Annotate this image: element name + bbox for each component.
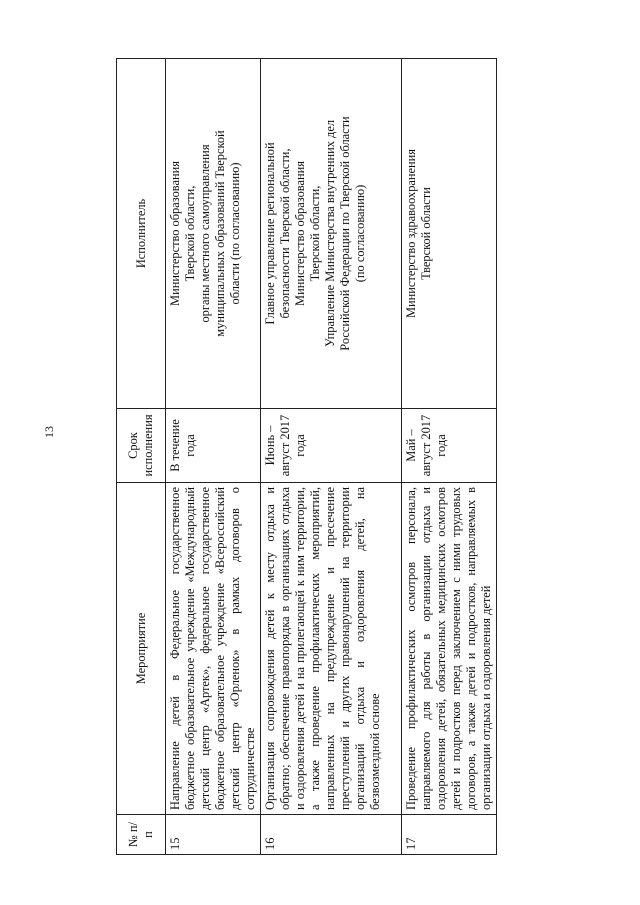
executor-line: органы местного самоуправления xyxy=(198,144,212,323)
executor-cell xyxy=(261,59,402,409)
executor-line: Министерство образования xyxy=(168,161,182,306)
term-cell: Май – август 2017 года xyxy=(402,409,497,483)
event-cell: Организация сопровождения детей к месту отдыха и обратно; обеспечение правопорядка в организациях отдыха и оздоровления детей и на прилегающей к ним территории, а также проведение профилактических мероприятий, направленных на предупреждение и пресечение преступлений и других правонарушений на территории организаций отдыха и оздоровления детей, на безвозмездной основе xyxy=(261,483,402,815)
executor-line: безопасности Тверской области, xyxy=(278,148,292,319)
header-term: Срок исполнения xyxy=(117,409,166,483)
executor-line: Министерство образования xyxy=(293,161,307,306)
executor-cell xyxy=(402,59,497,409)
header-executor: Исполнитель xyxy=(117,59,166,409)
executor-line: Тверской области, xyxy=(308,185,322,282)
row-number: 17 xyxy=(402,815,497,855)
rotated-table-container xyxy=(116,59,493,855)
table-row xyxy=(261,59,402,855)
event-cell: Проведение профилактических осмотров персонала, направляемого для работы в организации отдыха и оздоровления детей, обязательных медицинских осмотров детей и подростков перед заключением с ними трудовых договоров, а также детей и подростков, направляемых в организации отдыха и оздоровления детей xyxy=(402,483,497,815)
term-cell: Июнь – август 2017 года xyxy=(261,409,402,483)
table-row xyxy=(166,59,261,855)
event-cell: Направление детей в Федеральное государственное бюджетное образовательное учреждение «Международный детский центр «Артек», федеральное государственное бюджетное образовательное учреждение «Всероссийский детский центр «Орленок» в рамках договоров о сотрудничестве xyxy=(166,483,261,815)
table-header-row xyxy=(117,59,166,855)
executor-line: Российской Федерации по Тверской области xyxy=(338,116,352,351)
executor-cell xyxy=(166,59,261,409)
executor-line: Тверской области xyxy=(419,187,433,280)
page-number: 13 xyxy=(42,426,56,438)
executor-line: муниципальных образований Тверской xyxy=(213,130,227,337)
table-row xyxy=(402,59,497,855)
header-num: № п/п xyxy=(117,815,166,855)
executor-line: Министерство здравоохранения xyxy=(404,149,418,318)
executor-line: области (по согласованию) xyxy=(228,162,242,305)
row-number: 16 xyxy=(261,815,402,855)
executor-line: Управление Министерства внутренних дел xyxy=(323,119,337,348)
executor-line: Тверской области, xyxy=(183,185,197,282)
header-event: Мероприятие xyxy=(117,483,166,815)
executor-line: (по согласованию) xyxy=(353,184,367,283)
row-number: 15 xyxy=(166,815,261,855)
events-table xyxy=(116,58,497,855)
term-cell: В течение года xyxy=(166,409,261,483)
executor-line: Главное управление региональной xyxy=(263,142,277,325)
